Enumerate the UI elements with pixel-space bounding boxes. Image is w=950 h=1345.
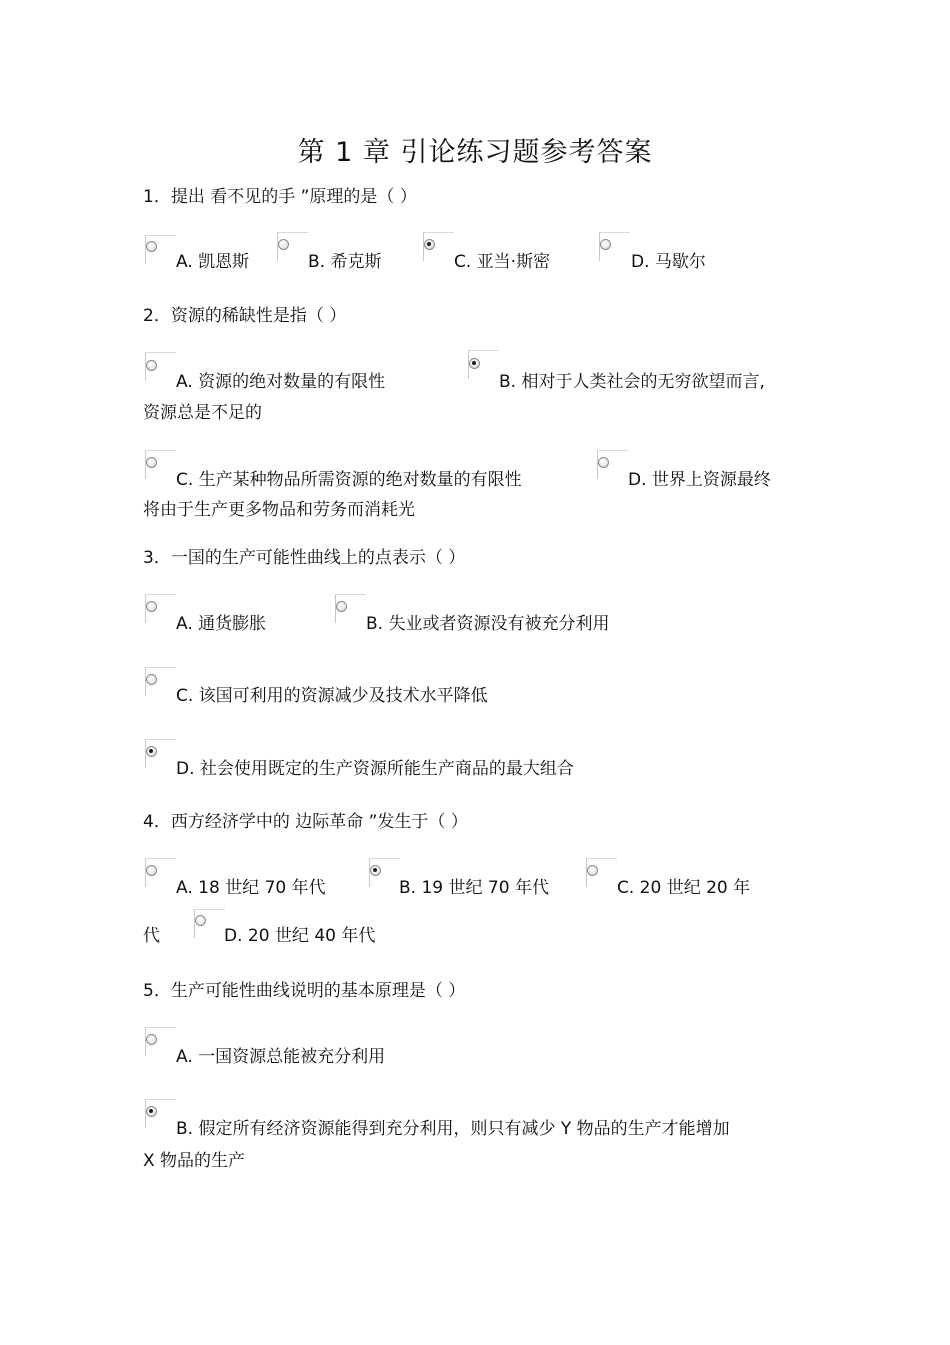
option-q3-d[interactable]: D. 社会使用既定的生产资源所能生产商品的最大组合 bbox=[176, 759, 574, 779]
radio-q2-c[interactable] bbox=[146, 457, 157, 468]
option-q4-a[interactable]: A. 18 世纪 70 年代 bbox=[176, 878, 326, 898]
radio-q4-c[interactable] bbox=[587, 865, 598, 876]
option-q5-b[interactable]: B. 假定所有经济资源能得到充分利用，则只有减少 Y 物品的生产才能增加 bbox=[176, 1119, 730, 1139]
option-q2-c[interactable]: C. 生产某种物品所需资源的绝对数量的有限性 bbox=[176, 470, 522, 490]
option-q4-d[interactable]: D. 20 世纪 40 年代 bbox=[224, 926, 376, 946]
option-q3-b[interactable]: B. 失业或者资源没有被充分利用 bbox=[366, 614, 610, 634]
radio-q2-d[interactable] bbox=[598, 457, 609, 468]
page-title: 第 1 章 引论练习题参考答案 bbox=[297, 137, 653, 168]
radio-q1-b[interactable] bbox=[278, 239, 289, 250]
radio-q3-c[interactable] bbox=[146, 674, 157, 685]
radio-q1-a[interactable] bbox=[146, 241, 157, 252]
radio-q5-a[interactable] bbox=[146, 1034, 157, 1045]
option-q4-c[interactable]: C. 20 世纪 20 年 bbox=[617, 878, 751, 898]
radio-q2-b[interactable] bbox=[469, 358, 480, 369]
option-q1-a[interactable]: A. 凯恩斯 bbox=[176, 252, 250, 272]
radio-q4-a[interactable] bbox=[146, 865, 157, 876]
radio-q3-d[interactable] bbox=[146, 746, 157, 757]
option-q2-d[interactable]: D. 世界上资源最终 bbox=[628, 470, 771, 490]
question-2-stem: 2．资源的稀缺性是指（ ） bbox=[143, 306, 347, 326]
option-q1-d[interactable]: D. 马歇尔 bbox=[631, 252, 706, 272]
question-4-stem: 4．西方经济学中的 边际革命 ”发生于（ ） bbox=[143, 812, 468, 832]
radio-q1-c[interactable] bbox=[424, 239, 435, 250]
option-q3-c[interactable]: C. 该国可利用的资源减少及技术水平降低 bbox=[176, 686, 488, 706]
option-q2-b[interactable]: B. 相对于人类社会的无穷欲望而言, bbox=[499, 372, 765, 392]
option-q1-b[interactable]: B. 希克斯 bbox=[308, 252, 382, 272]
option-q3-a[interactable]: A. 通货膨胀 bbox=[176, 614, 267, 634]
question-1-stem: 1．提出 看不见的手 ”原理的是（ ） bbox=[143, 187, 417, 207]
question-3-stem: 3．一国的生产可能性曲线上的点表示（ ） bbox=[143, 548, 466, 568]
option-q1-c[interactable]: C. 亚当·斯密 bbox=[454, 252, 551, 272]
option-q5-a[interactable]: A. 一国资源总能被充分利用 bbox=[176, 1047, 386, 1067]
radio-q4-b[interactable] bbox=[370, 865, 381, 876]
option-q2-b-continuation: 资源总是不足的 bbox=[143, 403, 262, 423]
radio-q4-d[interactable] bbox=[195, 915, 206, 926]
option-q4-b[interactable]: B. 19 世纪 70 年代 bbox=[399, 878, 549, 898]
radio-q3-a[interactable] bbox=[146, 601, 157, 612]
question-5-stem: 5．生产可能性曲线说明的基本原理是（ ） bbox=[143, 981, 466, 1001]
option-q2-a[interactable]: A. 资源的绝对数量的有限性 bbox=[176, 372, 386, 392]
option-q4-c-continuation: 代 bbox=[143, 926, 160, 946]
radio-q5-b[interactable] bbox=[146, 1106, 157, 1117]
option-q2-d-continuation: 将由于生产更多物品和劳务而消耗光 bbox=[143, 500, 415, 520]
option-q5-b-continuation: X 物品的生产 bbox=[143, 1151, 246, 1171]
radio-q1-d[interactable] bbox=[600, 239, 611, 250]
radio-q3-b[interactable] bbox=[336, 601, 347, 612]
radio-q2-a[interactable] bbox=[146, 360, 157, 371]
